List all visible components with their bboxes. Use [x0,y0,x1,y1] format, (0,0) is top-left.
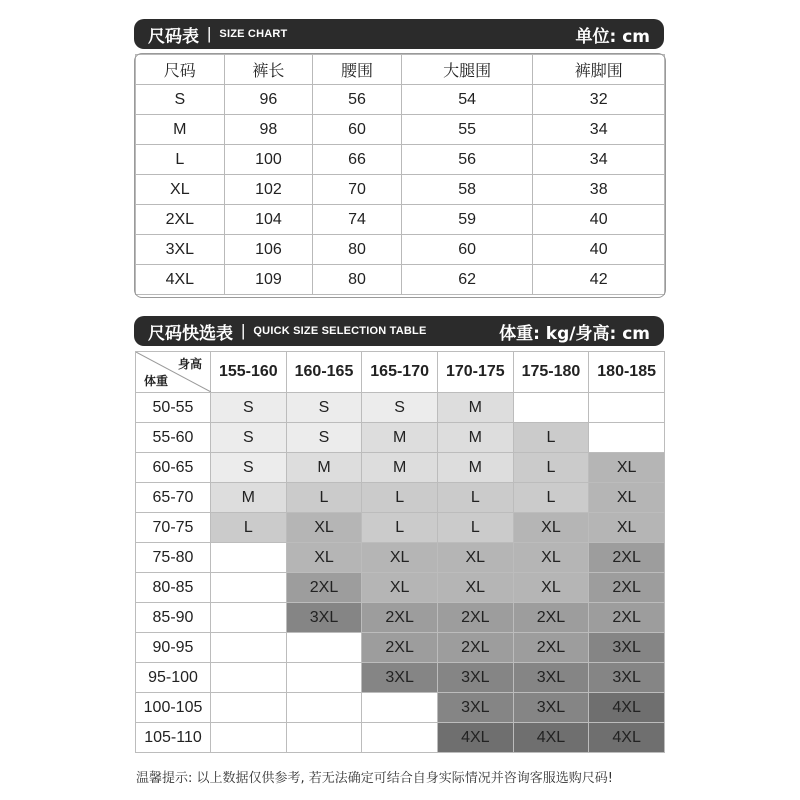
recommended-size-cell: XL [513,543,589,573]
recommended-size-cell [286,663,362,693]
recommended-size-cell: L [513,453,589,483]
recommended-size-cell: XL [589,483,665,513]
recommended-size-cell [589,423,665,453]
size-chart-cell: L [136,145,225,175]
size-chart-cell: 58 [401,175,533,205]
recommended-size-cell: XL [589,453,665,483]
recommended-size-cell [211,633,287,663]
table-row [136,423,665,453]
recommended-size-cell: 3XL [362,663,438,693]
quick-table-unit: 体重: kg/身高: cm [499,323,650,344]
recommended-size-cell [211,543,287,573]
recommended-size-cell [211,573,287,603]
size-chart-cell: 54 [401,85,533,115]
size-chart-cell: XL [136,175,225,205]
size-chart-cell: 80 [313,235,402,265]
size-chart-cell: 56 [313,85,402,115]
table-row [136,663,665,693]
table-row [136,205,665,235]
table-row [136,693,665,723]
recommended-size-cell: 3XL [437,663,513,693]
size-chart-cell: 102 [224,175,313,205]
recommended-size-cell: XL [513,513,589,543]
weight-range-cell: 105-110 [136,723,211,753]
recommended-size-cell: L [362,483,438,513]
corner-height-label: 身高 [177,357,202,371]
table-row [136,235,665,265]
recommended-size-cell: XL [437,543,513,573]
corner-weight-label: 体重 [144,374,169,388]
recommended-size-cell: XL [362,543,438,573]
size-chart-cell: 40 [533,205,665,235]
size-chart-col-header: 大腿围 [401,55,533,85]
size-chart-cell: 98 [224,115,313,145]
recommended-size-cell: 3XL [437,693,513,723]
weight-range-cell: 80-85 [136,573,211,603]
size-chart-cell: 34 [533,145,665,175]
tip-note: 温馨提示: 以上数据仅供参考, 若无法确定可结合自身实际情况并咨询客服选购尺码! [136,771,613,786]
recommended-size-cell: S [211,423,287,453]
weight-range-cell: 95-100 [136,663,211,693]
recommended-size-cell: 4XL [437,723,513,753]
recommended-size-cell: L [513,423,589,453]
table-row [136,85,665,115]
recommended-size-cell: 2XL [513,603,589,633]
recommended-size-cell: XL [362,573,438,603]
table-row [136,513,665,543]
corner-cell [136,352,211,393]
recommended-size-cell: S [211,393,287,423]
height-range-header: 155-160 [211,352,287,393]
quick-table-title: 尺码快选表 [148,323,233,344]
size-chart-separator: | [207,24,212,43]
recommended-size-cell [211,603,287,633]
size-chart-cell: 106 [224,235,313,265]
recommended-size-cell: L [286,483,362,513]
recommended-size-cell: L [437,483,513,513]
recommended-size-cell: L [362,513,438,543]
recommended-size-cell: S [362,393,438,423]
weight-range-cell: 90-95 [136,633,211,663]
size-chart-cell: 66 [313,145,402,175]
height-range-header: 165-170 [362,352,438,393]
recommended-size-cell: S [286,423,362,453]
recommended-size-cell: XL [513,573,589,603]
recommended-size-cell: 3XL [589,663,665,693]
weight-range-cell: 85-90 [136,603,211,633]
height-range-header: 170-175 [437,352,513,393]
recommended-size-cell: 2XL [589,603,665,633]
recommended-size-cell: 2XL [286,573,362,603]
table-row [136,723,665,753]
size-chart-cell: 59 [401,205,533,235]
recommended-size-cell: L [437,513,513,543]
weight-range-cell: 65-70 [136,483,211,513]
table-row [136,175,665,205]
recommended-size-cell [286,723,362,753]
quick-table-title-en: QUICK SIZE SELECTION TABLE [253,325,427,337]
recommended-size-cell: 3XL [589,633,665,663]
recommended-size-cell: M [286,453,362,483]
size-chart-col-header: 裤长 [224,55,313,85]
table-row [136,543,665,573]
size-chart-cell: 60 [401,235,533,265]
recommended-size-cell [513,393,589,423]
recommended-size-cell: 3XL [286,603,362,633]
size-chart-cell: M [136,115,225,145]
size-chart-cell: 2XL [136,205,225,235]
recommended-size-cell [211,693,287,723]
quick-table-height-row [136,352,665,393]
recommended-size-cell: M [437,453,513,483]
weight-range-cell: 55-60 [136,423,211,453]
recommended-size-cell: 4XL [513,723,589,753]
recommended-size-cell [211,663,287,693]
size-chart-cell: 42 [533,265,665,295]
height-range-header: 160-165 [286,352,362,393]
recommended-size-cell: 4XL [589,693,665,723]
recommended-size-cell [362,693,438,723]
recommended-size-cell: M [437,423,513,453]
weight-range-cell: 100-105 [136,693,211,723]
size-chart-cell: 4XL [136,265,225,295]
size-chart-cell: S [136,85,225,115]
recommended-size-cell: 3XL [513,663,589,693]
size-chart-unit: 单位: cm [575,26,650,47]
recommended-size-cell [286,693,362,723]
recommended-size-cell: 2XL [362,633,438,663]
weight-range-cell: 60-65 [136,453,211,483]
height-range-header: 175-180 [513,352,589,393]
size-chart-header [134,19,664,49]
size-chart-cell: 74 [313,205,402,235]
size-chart-cell: 55 [401,115,533,145]
quick-table-header [134,316,664,346]
size-chart-col-header: 裤脚围 [533,55,665,85]
size-chart-cell: 100 [224,145,313,175]
table-row [136,573,665,603]
size-chart-cell: 60 [313,115,402,145]
size-chart-cell: 96 [224,85,313,115]
quick-table-separator: | [241,321,246,340]
table-row [136,145,665,175]
size-chart-table [135,54,665,295]
table-row [136,603,665,633]
size-chart-header-row [136,55,665,85]
size-chart-cell: 80 [313,265,402,295]
height-range-header: 180-185 [589,352,665,393]
table-row [136,633,665,663]
recommended-size-cell [362,723,438,753]
recommended-size-cell: XL [286,513,362,543]
table-row [136,453,665,483]
recommended-size-cell: 2XL [513,633,589,663]
recommended-size-cell: M [211,483,287,513]
weight-range-cell: 50-55 [136,393,211,423]
recommended-size-cell: L [513,483,589,513]
size-chart-cell: 34 [533,115,665,145]
recommended-size-cell: XL [286,543,362,573]
recommended-size-cell: 2XL [589,573,665,603]
recommended-size-cell: S [286,393,362,423]
size-chart-cell: 70 [313,175,402,205]
table-row [136,115,665,145]
recommended-size-cell: M [362,453,438,483]
size-chart-cell: 32 [533,85,665,115]
recommended-size-cell [286,633,362,663]
recommended-size-cell: 2XL [589,543,665,573]
table-row [136,483,665,513]
recommended-size-cell: 3XL [513,693,589,723]
recommended-size-cell: XL [589,513,665,543]
size-chart-title: 尺码表 [148,26,199,47]
recommended-size-cell: 4XL [589,723,665,753]
weight-range-cell: 70-75 [136,513,211,543]
size-chart-cell: 104 [224,205,313,235]
recommended-size-cell: 2XL [437,633,513,663]
recommended-size-cell [589,393,665,423]
size-chart-cell: 3XL [136,235,225,265]
recommended-size-cell: 2XL [437,603,513,633]
weight-range-cell: 75-80 [136,543,211,573]
recommended-size-cell [211,723,287,753]
size-chart-title-en: SIZE CHART [219,28,288,40]
recommended-size-cell: M [362,423,438,453]
recommended-size-cell: 2XL [362,603,438,633]
recommended-size-cell: XL [437,573,513,603]
table-row [136,393,665,423]
recommended-size-cell: L [211,513,287,543]
recommended-size-cell: M [437,393,513,423]
size-chart-cell: 38 [533,175,665,205]
recommended-size-cell: S [211,453,287,483]
quick-size-table [135,351,665,753]
table-row [136,265,665,295]
size-chart-cell: 62 [401,265,533,295]
size-chart-cell: 56 [401,145,533,175]
size-chart-col-header: 尺码 [136,55,225,85]
size-chart-cell: 109 [224,265,313,295]
size-chart-col-header: 腰围 [313,55,402,85]
size-chart-cell: 40 [533,235,665,265]
